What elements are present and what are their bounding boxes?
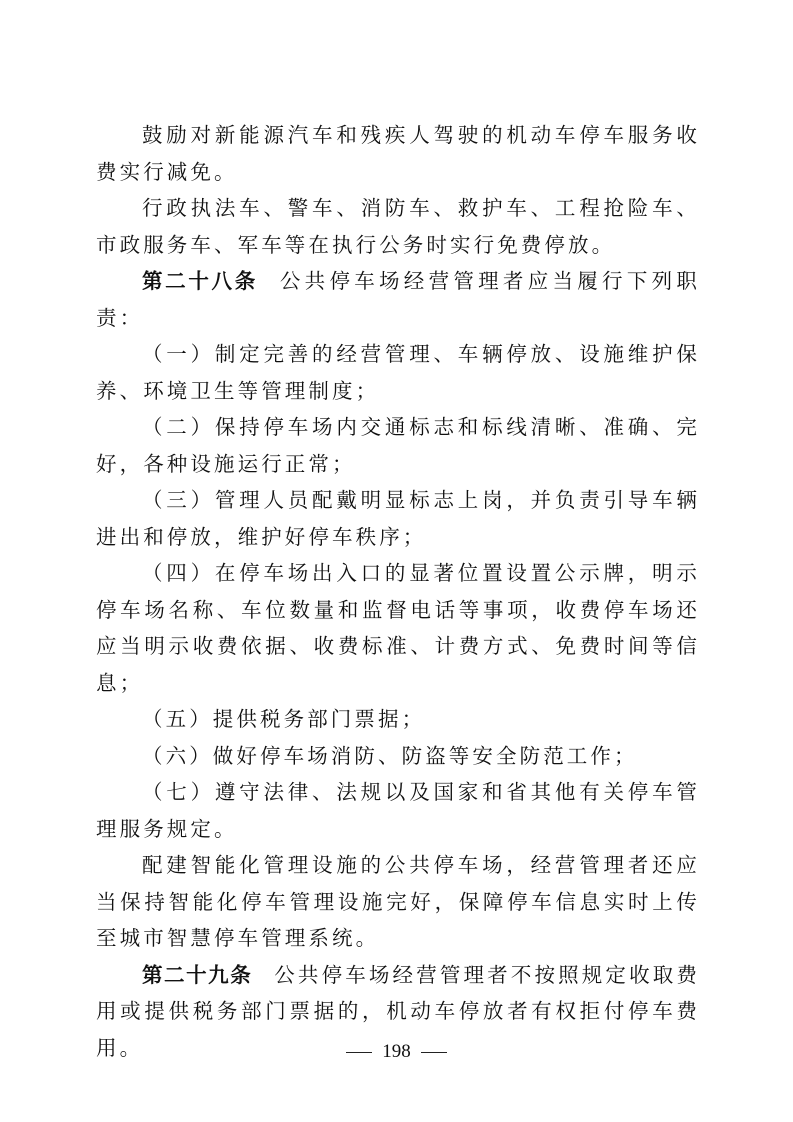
paragraph — [96, 117, 700, 190]
footer-dash-right — [421, 1052, 447, 1053]
paragraph-text: 行政执法车、警车、消防车、救护车、工程抢险车、市政服务车、军车等在执行公务时实行免费停放。 — [96, 196, 700, 257]
paragraph-text: （二）保持停车场内交通标志和标线清晰、准确、完好，各种设施运行正常； — [96, 415, 700, 476]
paragraph-text: 公共停车场经营管理者不按照规定收取费用或提供税务部门票据的，机动车停放者有权拒付停车费用。 — [96, 962, 700, 1060]
list-item — [96, 409, 700, 482]
list-item — [96, 738, 700, 775]
paragraph — [96, 847, 700, 957]
list-item — [96, 701, 700, 738]
list-item — [96, 336, 700, 409]
article-paragraph — [96, 263, 700, 336]
paragraph-text: （六）做好停车场消防、防盗等安全防范工作； — [142, 743, 638, 768]
paragraph-text: （七）遵守法律、法规以及国家和省其他有关停车管理服务规定。 — [96, 780, 700, 841]
paragraph-text: （一）制定完善的经营管理、车辆停放、设施维护保养、环境卫生等管理制度； — [96, 342, 700, 403]
paragraph-text: （五）提供税务部门票据； — [142, 707, 426, 731]
paragraph-text: （四）在停车场出入口的显著位置设置公示牌，明示停车场名称、车位数量和监督电话等事项，收费停车场还应当明示收费依据、收费标准、计费方式、免费时间等信息； — [96, 561, 700, 695]
paragraph-text: 配建智能化管理设施的公共停车场，经营管理者还应当保持智能化停车管理设施完好，保障停车信息实时上传至城市智慧停车管理系统。 — [96, 853, 700, 950]
list-item — [96, 555, 700, 701]
page-number: 198 — [382, 1041, 411, 1062]
paragraph-text: 公共停车场经营管理者应当履行下列职责： — [96, 269, 700, 330]
list-item — [96, 774, 700, 847]
footer-dash-left — [346, 1052, 372, 1053]
article-heading: 第二十九条 — [142, 962, 253, 987]
list-item — [96, 482, 700, 555]
paragraph-text: 鼓励对新能源汽车和残疾人驾驶的机动车停车服务收费实行减免。 — [96, 123, 700, 184]
paragraph — [96, 190, 700, 263]
document-body — [96, 117, 700, 1066]
page-footer — [0, 1040, 793, 1064]
paragraph-text: （三）管理人员配戴明显标志上岗，并负责引导车辆进出和停放，维护好停车秩序； — [96, 488, 700, 549]
article-heading: 第二十八条 — [142, 269, 258, 293]
